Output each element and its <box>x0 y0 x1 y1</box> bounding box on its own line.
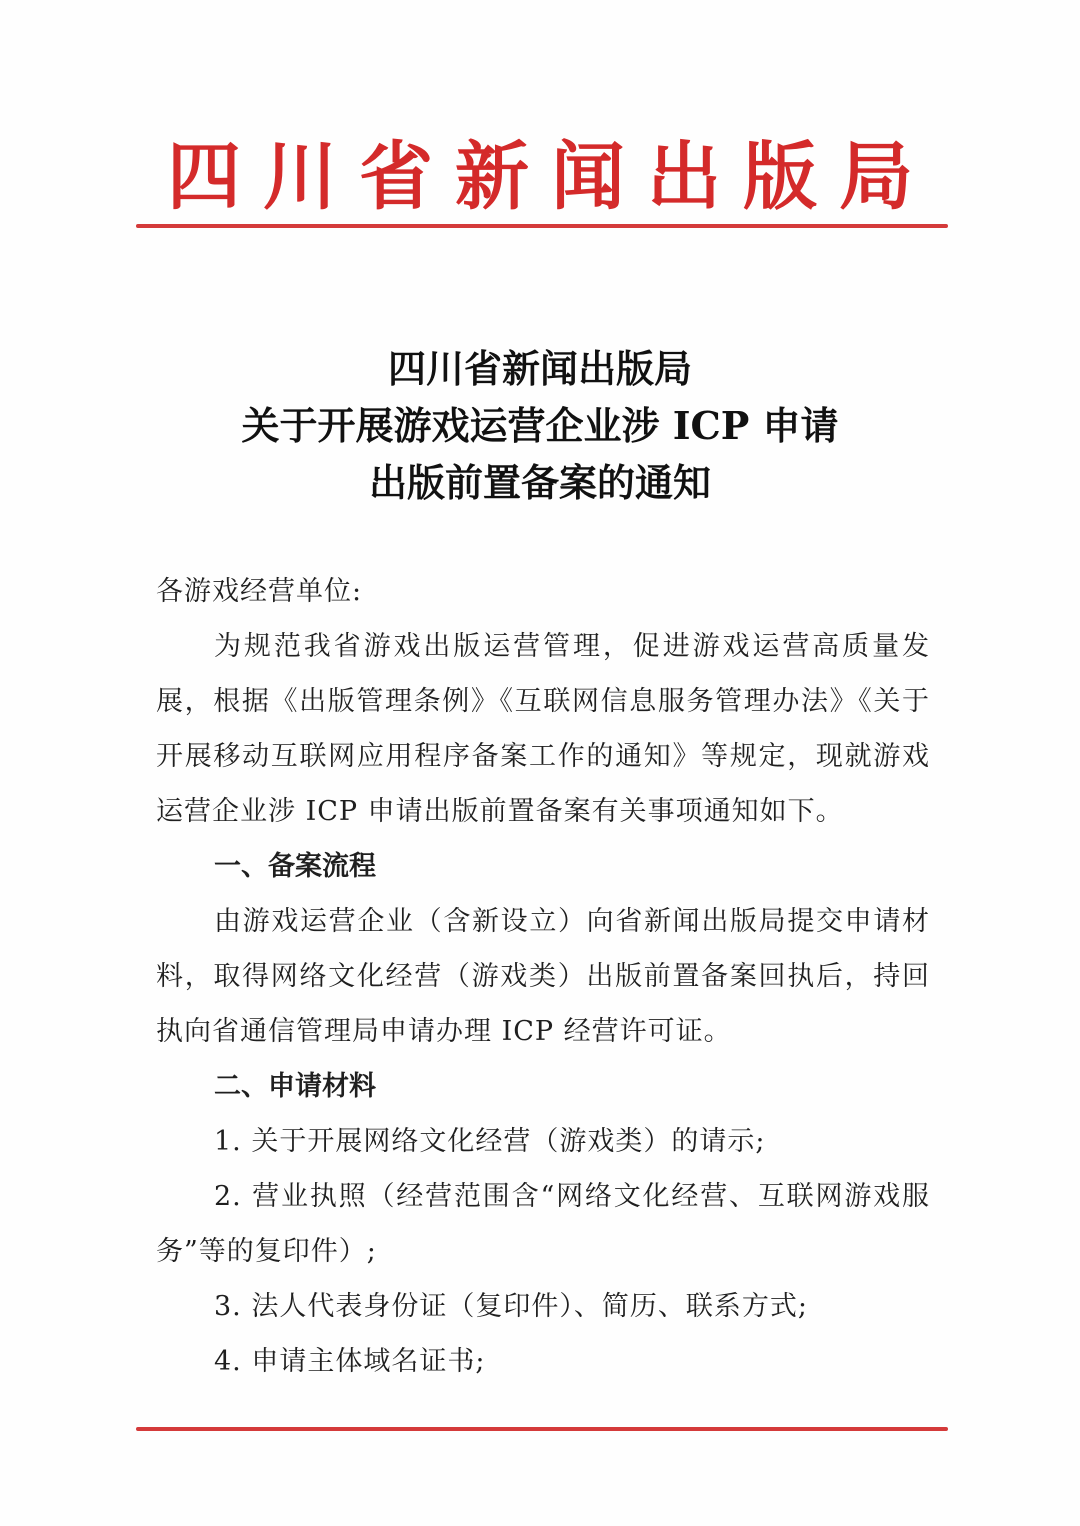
materials-list-item: 4. 申请主体域名证书; <box>214 1346 486 1377</box>
materials-list-item: 2. 营业执照（经营范围含“网络文化经营、互联网游戏服务”等的复印件）; <box>156 1181 930 1267</box>
filing-process-paragraph: 由游戏运营企业（含新设立）向省新闻出版局提交申请材料，取得网络文化经营（游戏类）出版前置备案回执后，持回执向省通信管理局申请办理 ICP 经营许可证。 <box>156 906 930 1047</box>
document-body <box>156 564 930 1389</box>
title-line-1: 四川省新闻出版局 <box>387 346 692 391</box>
materials-list-item: 1. 关于开展网络文化经营（游戏类）的请示; <box>214 1126 766 1157</box>
section-heading-application-materials: 二、申请材料 <box>214 1071 376 1102</box>
title-line-3: 出版前置备案的通知 <box>368 460 711 505</box>
section-heading-filing-process: 一、备案流程 <box>214 851 376 882</box>
intro-paragraph: 为规范我省游戏出版运营管理，促进游戏运营高质量发展，根据《出版管理条例》《互联网信息服务管理办法》《关于开展移动互联网应用程序备案工作的通知》等规定，现就游戏运营企业涉 ICP 申请出版前置备案有关事项通知如下。 <box>156 631 930 827</box>
salutation: 各游戏经营单位: <box>156 576 363 607</box>
masthead-title: 四川省新闻出版局 <box>167 134 935 220</box>
materials-list-item: 3. 法人代表身份证（复印件）、简历、联系方式; <box>214 1291 808 1322</box>
title-line-2: 关于开展游戏运营企业涉 ICP 申请 <box>241 403 839 448</box>
masthead-red-rule <box>136 224 948 228</box>
document-title <box>0 340 1080 511</box>
footer-red-rule <box>136 1427 948 1431</box>
